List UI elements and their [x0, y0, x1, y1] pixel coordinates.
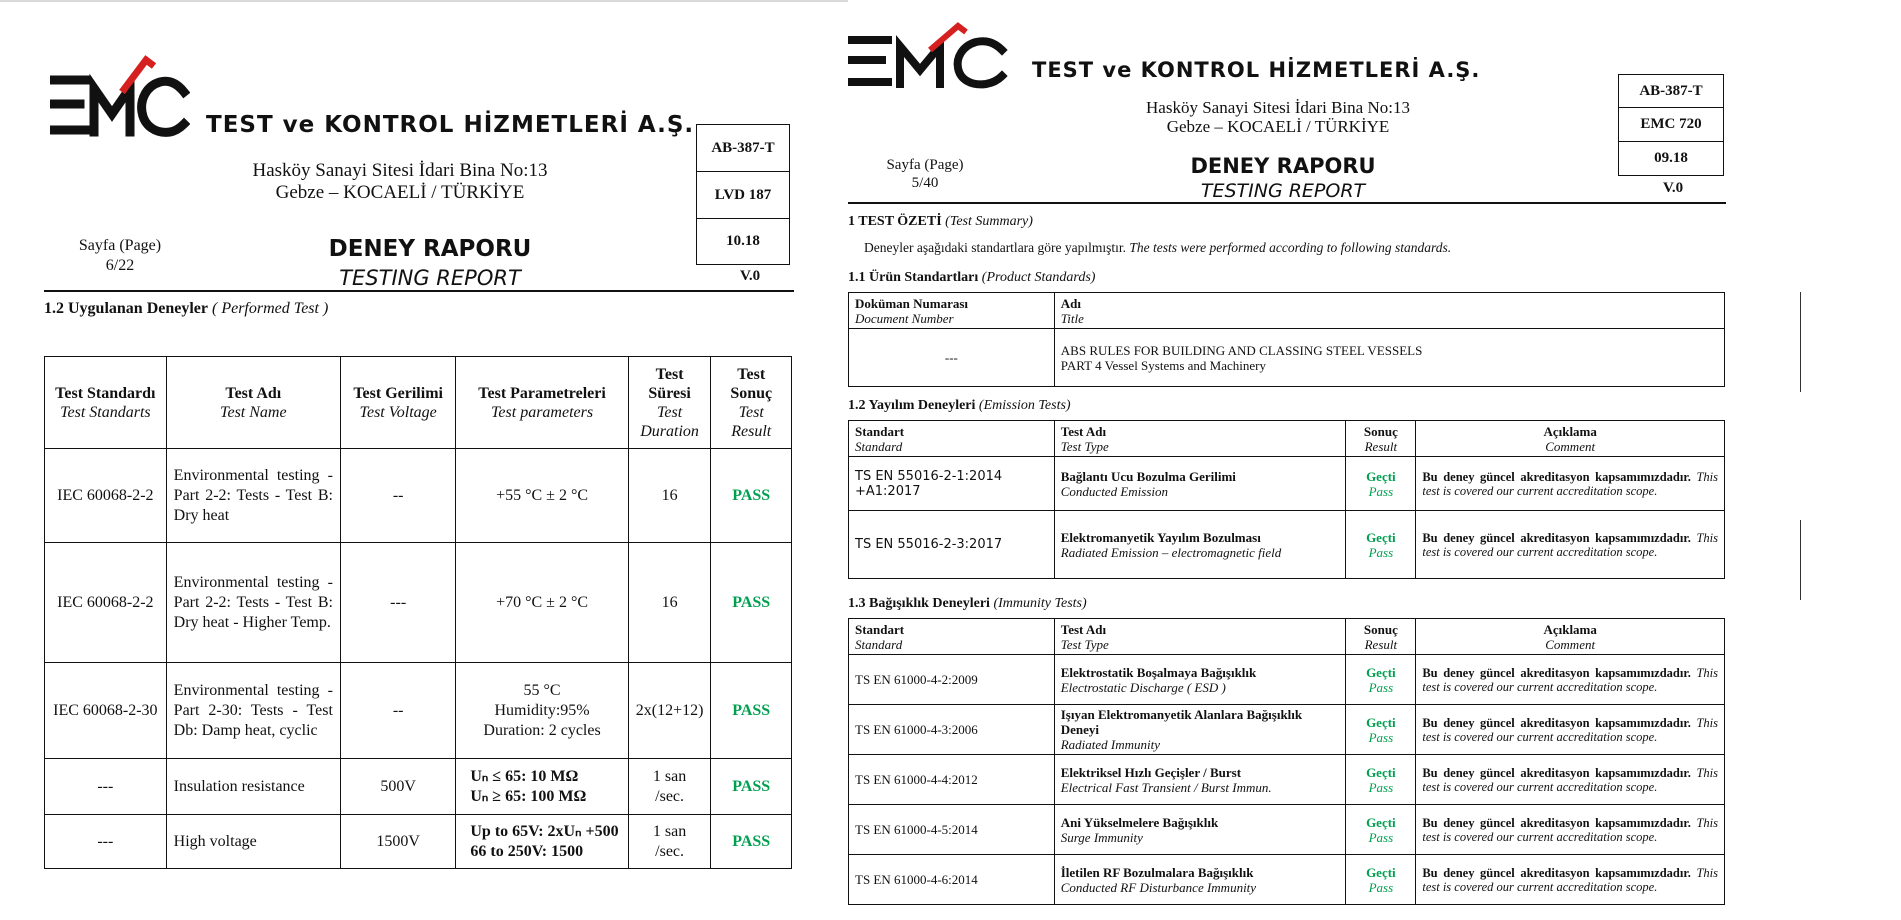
table-header-row	[849, 293, 1725, 329]
row-params: +55 °C ± 2 °C	[456, 449, 628, 543]
header-document-number: Doküman Numarası Document Number	[849, 293, 1055, 329]
section-test-summary: 1 TEST ÖZETİ (Test Summary)	[848, 214, 1033, 229]
row-result: Geçti Pass	[1346, 705, 1416, 755]
summary-text: Deneyler aşağıdaki standartlara göre yapılmıştır. The tests were performed according to following standards.	[864, 240, 1452, 255]
row-test-name: Elektromanyetik Yayılım Bozulması Radiated Emission – electromagnetic field	[1054, 511, 1346, 579]
header-standard: Test Standardı Test Standarts	[45, 357, 167, 449]
table-row	[849, 329, 1725, 387]
code-version: V.0	[740, 268, 761, 284]
row-comment: Bu deney güncel akreditasyon kapsamımızdadır. This test is covered our current accreditation scope.	[1416, 655, 1725, 705]
code-version: V.0	[1663, 180, 1684, 196]
emission-tests-table	[848, 420, 1725, 579]
table-row	[45, 759, 792, 815]
code-date: 09.18	[1619, 142, 1723, 176]
row-name: Environmental testing - Part 2-30: Tests - Test Db: Damp heat, cyclic	[166, 663, 340, 759]
report-title: DENEY RAPORU	[1190, 154, 1376, 178]
row-result: Geçti Pass	[1346, 511, 1416, 579]
address-line-2: Gebze – KOCAELİ / TÜRKİYE	[1166, 117, 1390, 136]
page-margin-line	[1800, 520, 1801, 600]
table-row	[849, 755, 1725, 805]
header-test-type: Test Adı Test Type	[1054, 421, 1346, 457]
row-document: ---	[849, 329, 1055, 387]
row-result: Geçti Pass	[1346, 805, 1416, 855]
product-standards-table	[848, 292, 1725, 387]
row-voltage: 500V	[340, 759, 455, 815]
row-result: Geçti Pass	[1346, 755, 1416, 805]
row-test-name: Ani Yükselmelere Bağışıklık Surge Immunity	[1054, 805, 1346, 855]
row-standard: TS EN 55016-2-1:2014 +A1:2017	[849, 457, 1055, 511]
row-standard: TS EN 61000-4-3:2006	[849, 705, 1055, 755]
header-title: Adı Title	[1054, 293, 1724, 329]
immunity-tests-table	[848, 618, 1725, 905]
row-result: PASS	[711, 759, 792, 815]
row-voltage: ---	[340, 543, 455, 663]
row-params: Up to 65V: 2xUₙ +500 66 to 250V: 1500	[456, 815, 628, 869]
row-params: Uₙ ≤ 65: 10 MΩ Uₙ ≥ 65: 100 MΩ	[456, 759, 628, 815]
row-standard: IEC 60068-2-30	[45, 663, 167, 759]
header-name: Test Adı Test Name	[166, 357, 340, 449]
row-test-name: Elektriksel Hızlı Geçişler / Burst Electrical Fast Transient / Burst Immun.	[1054, 755, 1346, 805]
row-params: +70 °C ± 2 °C	[456, 543, 628, 663]
page-value: 5/40	[911, 175, 939, 191]
section-immunity-tests: 1.3 Bağışıklık Deneyleri (Immunity Tests)	[848, 596, 1087, 611]
row-comment: Bu deney güncel akreditasyon kapsamımızdadır. This test is covered our current accreditation scope.	[1416, 755, 1725, 805]
row-standard: TS EN 61000-4-4:2012	[849, 755, 1055, 805]
row-standard: IEC 60068-2-2	[45, 543, 167, 663]
row-result: PASS	[711, 543, 792, 663]
row-result: Geçti Pass	[1346, 855, 1416, 905]
header-params: Test Parametreleri Test parameters	[456, 357, 628, 449]
row-name: Insulation resistance	[166, 759, 340, 815]
table-row	[849, 855, 1725, 905]
report-subtitle: TESTING REPORT	[1200, 180, 1366, 202]
code-form: AB-387-T	[697, 125, 789, 172]
address-line-2: Gebze – KOCAELİ / TÜRKİYE	[275, 182, 525, 203]
row-duration: 1 san /sec.	[628, 815, 711, 869]
company-address	[1118, 98, 1438, 136]
row-duration: 16	[628, 543, 711, 663]
header-comment: Açıklama Comment	[1416, 619, 1725, 655]
row-duration: 1 san /sec.	[628, 759, 711, 815]
header-standard: Standart Standard	[849, 619, 1055, 655]
row-comment: Bu deney güncel akreditasyon kapsamımızdadır. This test is covered our current accreditation scope.	[1416, 511, 1725, 579]
table-row	[45, 543, 792, 663]
emc-logo	[848, 22, 1008, 92]
company-name: TEST ve KONTROL HİZMETLERİ A.Ş.	[206, 112, 695, 138]
code-date: 10.18	[697, 219, 789, 265]
section-title-en: ( Performed Test )	[212, 300, 329, 317]
table-row	[45, 663, 792, 759]
table-header-row	[849, 619, 1725, 655]
row-comment: Bu deney güncel akreditasyon kapsamımızdadır. This test is covered our current accreditation scope.	[1416, 855, 1725, 905]
table-row	[849, 655, 1725, 705]
table-header-row	[849, 421, 1725, 457]
row-voltage: 1500V	[340, 815, 455, 869]
row-standard: TS EN 55016-2-3:2017	[849, 511, 1055, 579]
row-name: High voltage	[166, 815, 340, 869]
table-row	[849, 705, 1725, 755]
row-result: PASS	[711, 815, 792, 869]
section-title	[44, 300, 328, 318]
row-voltage: --	[340, 449, 455, 543]
row-comment: Bu deney güncel akreditasyon kapsamımızdadır. This test is covered our current accreditation scope.	[1416, 705, 1725, 755]
page-margin-line	[1800, 292, 1801, 392]
header-standard: Standart Standard	[849, 421, 1055, 457]
company-address	[250, 160, 550, 204]
code-report: EMC 720	[1619, 108, 1723, 142]
header-result: Test Sonuç Test Result	[711, 357, 792, 449]
row-name: Environmental testing - Part 2-2: Tests - Test B: Dry heat - Higher Temp.	[166, 543, 340, 663]
page-top-border	[0, 0, 880, 2]
document-code-box	[696, 124, 790, 265]
table-row	[849, 511, 1725, 579]
row-result: PASS	[711, 663, 792, 759]
table-row	[849, 805, 1725, 855]
address-line-1: Hasköy Sanayi Sitesi İdari Bina No:13	[1146, 98, 1410, 117]
page-label: Sayfa (Page)	[78, 237, 162, 254]
row-comment: Bu deney güncel akreditasyon kapsamımızdadır. This test is covered our current accreditation scope.	[1416, 805, 1725, 855]
row-test-name: İletilen RF Bozulmalara Bağışıklık Conducted RF Disturbance Immunity	[1054, 855, 1346, 905]
table-row	[45, 815, 792, 869]
report-subtitle: TESTING REPORT	[339, 266, 521, 290]
page-number	[60, 236, 180, 276]
header-voltage: Test Gerilimi Test Voltage	[340, 357, 455, 449]
code-form: AB-387-T	[1619, 75, 1723, 108]
left-report-page	[0, 0, 848, 920]
address-line-1: Hasköy Sanayi Sitesi İdari Bina No:13	[252, 160, 548, 181]
code-report: LVD 187	[697, 172, 789, 219]
company-name: TEST ve KONTROL HİZMETLERİ A.Ş.	[1032, 58, 1481, 82]
table-row	[45, 449, 792, 543]
row-result: PASS	[711, 449, 792, 543]
page-label: Sayfa (Page)	[886, 157, 964, 173]
row-comment: Bu deney güncel akreditasyon kapsamımızdadır. This test is covered our current accreditation scope.	[1416, 457, 1725, 511]
table-row	[849, 457, 1725, 511]
emc-logo	[50, 52, 190, 144]
row-voltage: --	[340, 663, 455, 759]
header-comment: Açıklama Comment	[1416, 421, 1725, 457]
header-test-type: Test Adı Test Type	[1054, 619, 1346, 655]
row-standard: ---	[45, 759, 167, 815]
header-result: Sonuç Result	[1346, 421, 1416, 457]
row-duration: 16	[628, 449, 711, 543]
header-result: Sonuç Result	[1346, 619, 1416, 655]
document-code-box	[1618, 74, 1724, 176]
section-product-standards: 1.1 Ürün Standartları (Product Standards)	[848, 270, 1096, 285]
row-standard: TS EN 61000-4-2:2009	[849, 655, 1055, 705]
performed-tests-table	[44, 356, 792, 869]
row-name: Environmental testing - Part 2-2: Tests - Test B: Dry heat	[166, 449, 340, 543]
table-header-row	[45, 357, 792, 449]
header-duration: Test Süresi Test Duration	[628, 357, 711, 449]
section-title-tr: 1.2 Uygulanan Deneyler	[44, 300, 208, 317]
row-test-name: Işıyan Elektromanyetik Alanlara Bağışıklık Deneyi Radiated Immunity	[1054, 705, 1346, 755]
page-value: 6/22	[105, 257, 135, 274]
row-standard: IEC 60068-2-2	[45, 449, 167, 543]
right-report-page	[848, 0, 1901, 920]
row-result: Geçti Pass	[1346, 457, 1416, 511]
row-duration: 2x(12+12)	[628, 663, 711, 759]
header-rule	[44, 290, 794, 292]
row-standard: TS EN 61000-4-5:2014	[849, 805, 1055, 855]
row-params: 55 °C Humidity:95% Duration: 2 cycles	[456, 663, 628, 759]
row-standard: ---	[45, 815, 167, 869]
row-test-name: Bağlantı Ucu Bozulma Gerilimi Conducted Emission	[1054, 457, 1346, 511]
page-number	[870, 156, 980, 192]
report-title: DENEY RAPORU	[328, 236, 532, 262]
row-standard: TS EN 61000-4-6:2014	[849, 855, 1055, 905]
header-rule	[848, 202, 1726, 204]
row-result: Geçti Pass	[1346, 655, 1416, 705]
row-title: ABS RULES FOR BUILDING AND CLASSING STEEL VESSELS PART 4 Vessel Systems and Machinery	[1054, 329, 1724, 387]
row-test-name: Elektrostatik Boşalmaya Bağışıklık Electrostatic Discharge ( ESD )	[1054, 655, 1346, 705]
section-emission-tests: 1.2 Yayılım Deneyleri (Emission Tests)	[848, 398, 1071, 413]
